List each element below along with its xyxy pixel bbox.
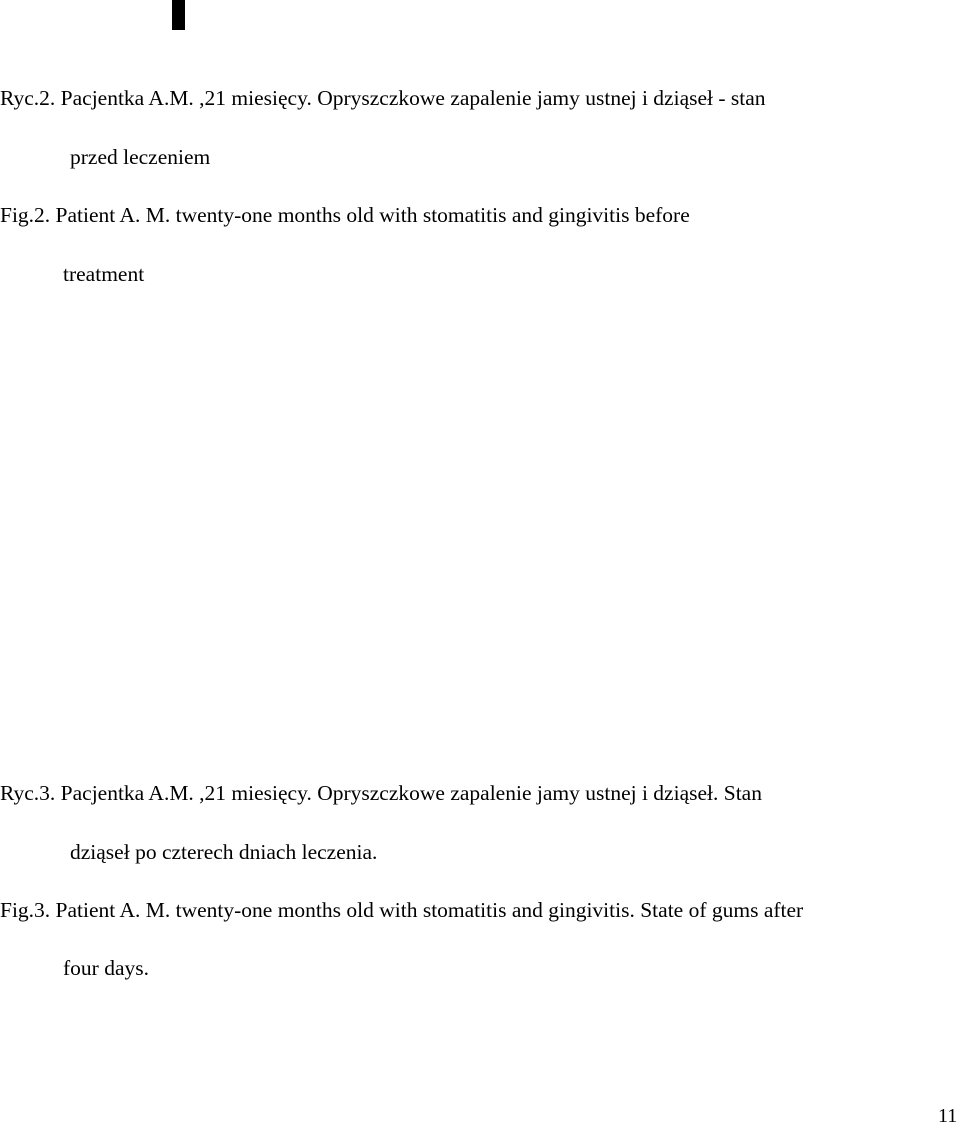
caption-fig2-polish-line1: Ryc.2. Pacjentka A.M. ,21 miesięcy. Opryszczkowe zapalenie jamy ustnej i dziąseł - stan: [0, 86, 766, 110]
caption-fig2-english-line1: Fig.2. Patient A. M. twenty-one months old with stomatitis and gingivitis before: [0, 203, 690, 227]
caption-fig3-polish-line1: Ryc.3. Pacjentka A.M. ,21 miesięcy. Opryszczkowe zapalenie jamy ustnej i dziąseł. Stan: [0, 781, 762, 805]
caption-fig3-english-line2: four days.: [63, 956, 149, 980]
caption-fig3-polish-line2: dziąseł po czterech dniach leczenia.: [70, 840, 378, 864]
scan-artifact-mark: [172, 0, 185, 30]
caption-fig3-english-line1: Fig.3. Patient A. M. twenty-one months old with stomatitis and gingivitis. State of gums after: [0, 898, 804, 922]
caption-fig2-english-line2: treatment: [63, 262, 145, 286]
page-number: 11: [938, 1105, 958, 1127]
caption-fig2-polish-line2: przed leczeniem: [70, 145, 211, 169]
